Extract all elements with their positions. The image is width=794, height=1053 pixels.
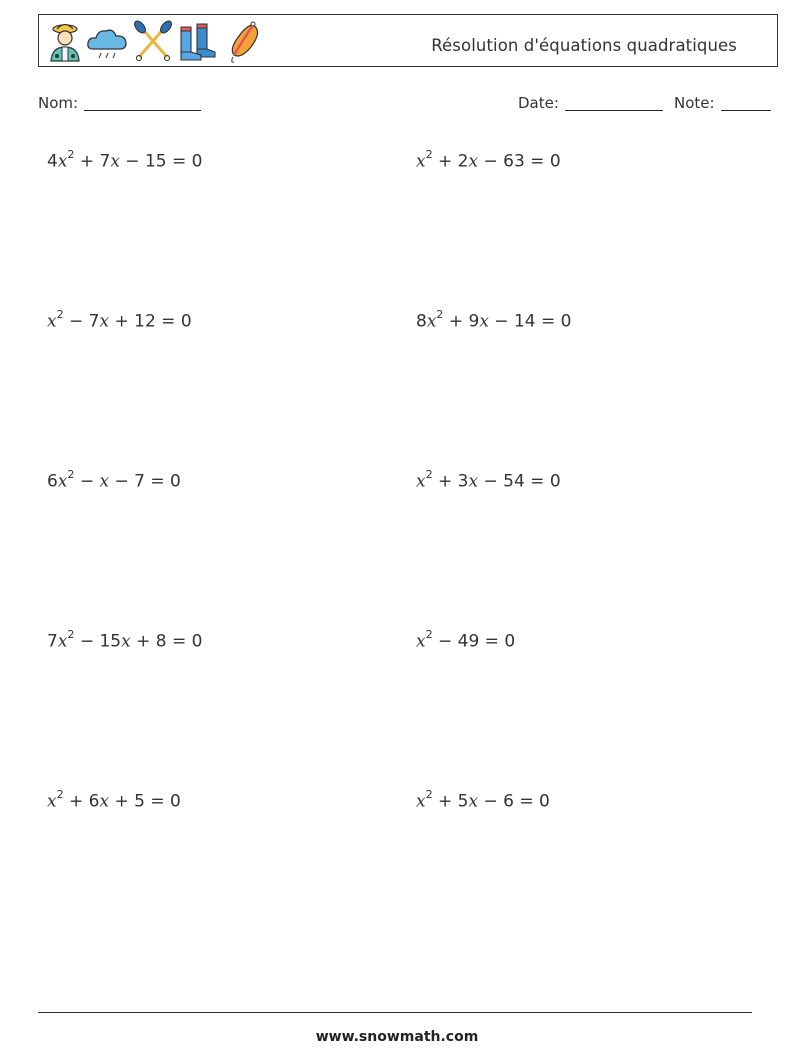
name-label: Nom: [38,94,79,112]
problem-equation: $x^2 + 3x - 54 = 0$ [416,468,561,492]
date-label: Date: [518,94,559,112]
fisherman-icon [43,19,87,63]
rubber-boots-icon [175,19,219,63]
problem-equation: $x^2 - 49 = 0$ [416,628,516,652]
problem-equation: $7x^2 - 15x + 8 = 0$ [47,628,203,652]
worksheet-header [38,14,778,67]
problem-equation: $x^2 + 2x - 63 = 0$ [416,148,561,172]
grade-label: Note: [674,94,715,112]
name-field[interactable] [38,94,201,112]
problem-equation: $8x^2 + 9x - 14 = 0$ [416,308,572,332]
name-blank[interactable] [84,94,201,111]
crossed-paddles-icon [131,19,175,63]
problem-equation: $6x^2 - x - 7 = 0$ [47,468,181,492]
problem-equation: $x^2 - 7x + 12 = 0$ [47,308,192,332]
footer-divider [38,1012,752,1013]
grade-field[interactable] [674,94,771,112]
date-blank[interactable] [565,94,663,111]
page-title: Résolution d'équations quadratiques [431,36,737,55]
problem-equation: $x^2 + 6x + 5 = 0$ [47,788,181,812]
problem-equation: $4x^2 + 7x - 15 = 0$ [47,148,203,172]
date-field[interactable] [518,94,663,112]
footer-url: www.snowmath.com [315,1029,479,1045]
problem-equation: $x^2 + 5x - 6 = 0$ [416,788,550,812]
rain-cloud-icon [85,19,129,63]
grade-blank[interactable] [721,94,771,111]
fishing-lure-icon [221,19,265,63]
